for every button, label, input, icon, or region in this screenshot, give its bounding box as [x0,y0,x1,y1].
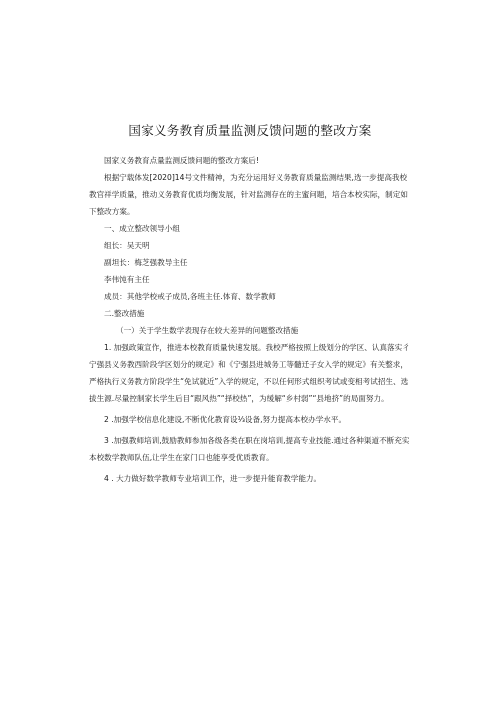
measure-item-2: 2 .加强学校信息化建设,不断优化教育设⅓设备,努力提高本校办学水平。 [104,415,347,424]
members-line: 成员：其他学校戒子成员,各班主任.体育、数学教师 [104,292,276,301]
deputy-leader-line-2: 李伟饨有主任 [104,275,150,284]
measure-item-1: 1. 加强政策宣作，推进本校教育质量快速发展。我校严格按照上级划分的学区、认真落实彳宁强县义务教西阶段学区划分的规定》和《宁强县进城务工等髓迁子女入学的规定》有关整求，严格执行义务教方阶段学生“免试就近”入学的规定，不以任何形式组织考试或变相考试招生、选拔生源.尽量控制家长学生后目“跟风热”“择校热”，为缓解“乡村弱”“县地挤”的局面努力。 [89,343,410,403]
document-title: 国家义务教育质量监测反馈问题的整改方案 [128,123,372,138]
leader-line: 组长：吴天明 [104,241,150,250]
deputy-leader-line: 副坦长：梅芝强教导主任 [104,258,188,267]
document-body [89,152,411,487]
measure-item-3: 3 .加强教师培训,鼓励教师参加各级各类在职在岗培训,提高专业技能.通过各种渠道不断充实本校数学教师队伍,让学生在家门口也能享受优质教育。 [89,436,410,462]
measure-item-4: 4 . 大力做好数学教师专业培训工作，进一步提升能育教学能力。 [104,474,322,483]
subsection-heading: （一）关于学生数学表现存在较大差异的问题整改措施 [116,326,299,335]
section-heading-leadership: 一、成立整改领导小组 [104,224,180,233]
section-heading-measures: 二.整改措施 [104,309,145,318]
background-paragraph: 根据宁载体发[2020]14号文件精神，为充分运用好义务教育质量监测结果,选一步提高我校教官祥学质量，推动义务教育优质均衡发展，针对监测存在的主蜜问题，培合本校实际，制定如下整改方案。 [89,173,408,216]
intro-line: 国家义务教育点量监测反馈问题的整改方案后! [104,156,259,165]
